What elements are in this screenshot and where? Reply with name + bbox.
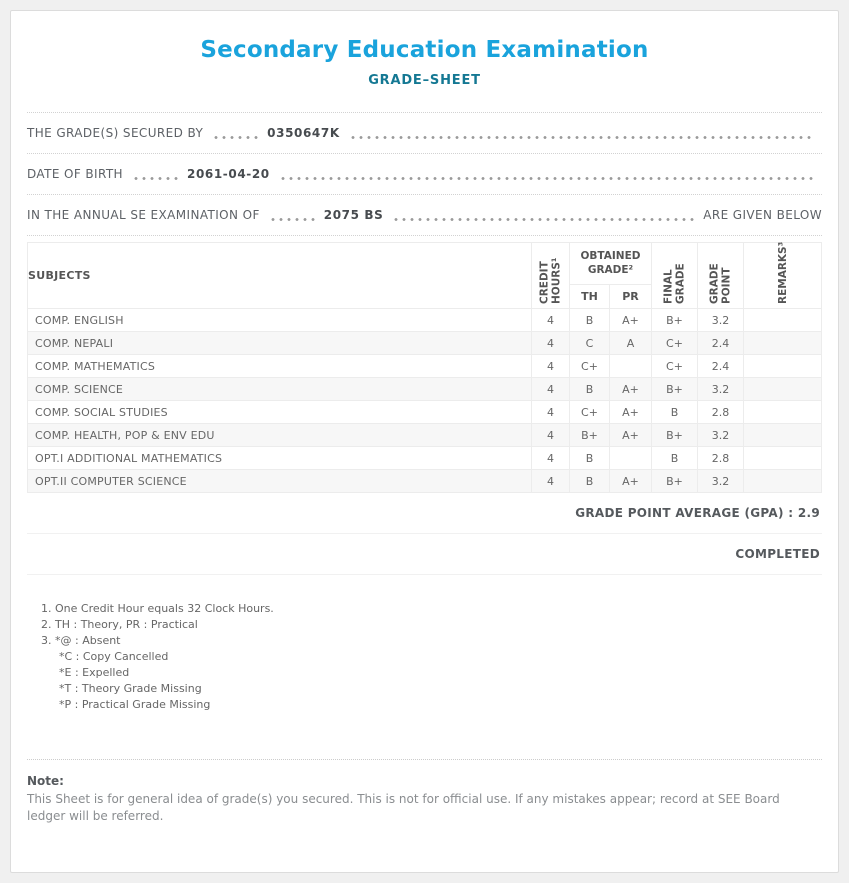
- cell-remarks: [744, 470, 822, 493]
- footnote-text: One Credit Hour equals 32 Clock Hours.: [55, 602, 274, 615]
- dotted-leader: [132, 177, 178, 180]
- cell-credit-hours: 4: [532, 401, 570, 424]
- cell-th-grade: C+: [570, 401, 610, 424]
- note-text: This Sheet is for general idea of grade(s) you secured. This is not for official use. If any mistakes appear; record at SEE Board ledger will be referred.: [27, 792, 780, 824]
- obtained-grade-label: OBTAINED GRADE²: [580, 250, 641, 276]
- footnote-text: TH : Theory, PR : Practical: [55, 618, 198, 631]
- cell-pr-grade: A+: [610, 424, 652, 447]
- result-status: COMPLETED: [27, 534, 822, 575]
- column-header-remarks: [744, 243, 822, 309]
- footnotes: [41, 601, 822, 713]
- cell-remarks: [744, 309, 822, 332]
- table-header-row: [28, 243, 822, 285]
- footnote-number: 2.: [41, 618, 52, 631]
- cell-th-grade: B: [570, 309, 610, 332]
- column-header-pr: PR: [610, 285, 652, 309]
- column-header-obtained-grade: [570, 243, 652, 285]
- cell-final-grade: B+: [652, 309, 698, 332]
- dotted-leader: [212, 136, 258, 139]
- cell-subject: COMP. SOCIAL STUDIES: [28, 401, 532, 424]
- cell-grade-point: 2.4: [698, 332, 744, 355]
- footnote-item: [41, 601, 822, 617]
- exam-year-value: 2075 BS: [323, 208, 384, 222]
- cell-grade-point: 3.2: [698, 424, 744, 447]
- date-of-birth-value: 2061-04-20: [187, 167, 270, 181]
- info-row-date-of-birth: [27, 154, 822, 195]
- info-label-date-of-birth: DATE OF BIRTH: [27, 167, 123, 181]
- cell-th-grade: B: [570, 447, 610, 470]
- remarks-label: REMARKS³: [776, 241, 789, 304]
- cell-th-grade: C: [570, 332, 610, 355]
- dotted-leader: [279, 177, 813, 180]
- cell-final-grade: B: [652, 401, 698, 424]
- grades-table: [27, 242, 822, 493]
- cell-remarks: [744, 355, 822, 378]
- dotted-leader: [269, 218, 315, 221]
- footnote-number: 1.: [41, 602, 52, 615]
- cell-credit-hours: 4: [532, 424, 570, 447]
- cell-remarks: [744, 447, 822, 470]
- cell-subject: COMP. MATHEMATICS: [28, 355, 532, 378]
- cell-credit-hours: 4: [532, 447, 570, 470]
- note-label: Note:: [27, 774, 64, 788]
- final-grade-label: FINAL GRADE: [662, 262, 687, 304]
- cell-grade-point: 3.2: [698, 378, 744, 401]
- column-header-credit-hours: [532, 243, 570, 309]
- column-header-final-grade: [652, 243, 698, 309]
- table-row: [28, 332, 822, 355]
- cell-grade-point: 3.2: [698, 470, 744, 493]
- symbol-number-value: 0350647K: [267, 126, 340, 140]
- table-row: [28, 447, 822, 470]
- cell-subject: OPT.I ADDITIONAL MATHEMATICS: [28, 447, 532, 470]
- info-label-exam-year: IN THE ANNUAL SE EXAMINATION OF: [27, 208, 260, 222]
- cell-grade-point: 3.2: [698, 309, 744, 332]
- dotted-divider: [27, 759, 822, 760]
- cell-grade-point: 2.8: [698, 401, 744, 424]
- note-section: [27, 774, 822, 826]
- table-row: [28, 309, 822, 332]
- page-subtitle: GRADE–SHEET: [368, 73, 481, 88]
- cell-final-grade: B+: [652, 424, 698, 447]
- cell-subject: COMP. HEALTH, POP & ENV EDU: [28, 424, 532, 447]
- cell-subject: COMP. ENGLISH: [28, 309, 532, 332]
- cell-pr-grade: A+: [610, 309, 652, 332]
- table-row: [28, 355, 822, 378]
- candidate-info: [27, 112, 822, 236]
- cell-remarks: [744, 332, 822, 355]
- cell-th-grade: C+: [570, 355, 610, 378]
- cell-subject: COMP. SCIENCE: [28, 378, 532, 401]
- cell-final-grade: B: [652, 447, 698, 470]
- column-header-subjects: SUBJECTS: [28, 243, 532, 309]
- footnote-number: 3.: [41, 634, 52, 647]
- cell-pr-grade: A+: [610, 470, 652, 493]
- column-header-th: TH: [570, 285, 610, 309]
- table-row: [28, 378, 822, 401]
- cell-credit-hours: 4: [532, 309, 570, 332]
- cell-final-grade: B+: [652, 378, 698, 401]
- cell-grade-point: 2.8: [698, 447, 744, 470]
- cell-final-grade: C+: [652, 355, 698, 378]
- cell-pr-grade: [610, 447, 652, 470]
- cell-subject: COMP. NEPALI: [28, 332, 532, 355]
- cell-remarks: [744, 378, 822, 401]
- dotted-leader: [349, 136, 813, 139]
- cell-final-grade: B+: [652, 470, 698, 493]
- cell-th-grade: B: [570, 470, 610, 493]
- cell-th-grade: B+: [570, 424, 610, 447]
- cell-pr-grade: [610, 355, 652, 378]
- gpa-summary: GRADE POINT AVERAGE (GPA) : 2.9: [27, 493, 822, 534]
- footnote-text: *@ : Absent: [55, 634, 121, 647]
- table-row: [28, 470, 822, 493]
- cell-credit-hours: 4: [532, 378, 570, 401]
- grade-sheet-card: [10, 10, 839, 873]
- cell-pr-grade: A+: [610, 378, 652, 401]
- cell-remarks: [744, 424, 822, 447]
- info-label-secured-by: THE GRADE(S) SECURED BY: [27, 126, 204, 140]
- cell-remarks: [744, 401, 822, 424]
- footnote-sub-item: *E : Expelled: [59, 666, 130, 679]
- table-row: [28, 424, 822, 447]
- page-title: Secondary Education Examination: [200, 37, 649, 63]
- cell-final-grade: C+: [652, 332, 698, 355]
- cell-pr-grade: A: [610, 332, 652, 355]
- cell-credit-hours: 4: [532, 470, 570, 493]
- footnote-item: [41, 633, 822, 649]
- footnote-sub-item: *T : Theory Grade Missing: [59, 682, 202, 695]
- info-row-exam-year: [27, 195, 822, 236]
- footnote-sub-item: *P : Practical Grade Missing: [59, 698, 211, 711]
- footnote-item: [41, 617, 822, 633]
- dotted-leader: [392, 218, 694, 221]
- cell-grade-point: 2.4: [698, 355, 744, 378]
- cell-th-grade: B: [570, 378, 610, 401]
- grade-point-label: GRADE POINT: [708, 262, 733, 304]
- info-suffix-are-given-below: ARE GIVEN BELOW: [703, 208, 822, 222]
- cell-credit-hours: 4: [532, 332, 570, 355]
- info-row-symbol-number: [27, 113, 822, 154]
- cell-pr-grade: A+: [610, 401, 652, 424]
- column-header-grade-point: [698, 243, 744, 309]
- credit-hours-label: CREDIT HOURS¹: [538, 257, 563, 304]
- table-row: [28, 401, 822, 424]
- cell-credit-hours: 4: [532, 355, 570, 378]
- footnote-sub-item: *C : Copy Cancelled: [59, 650, 169, 663]
- cell-subject: OPT.II COMPUTER SCIENCE: [28, 470, 532, 493]
